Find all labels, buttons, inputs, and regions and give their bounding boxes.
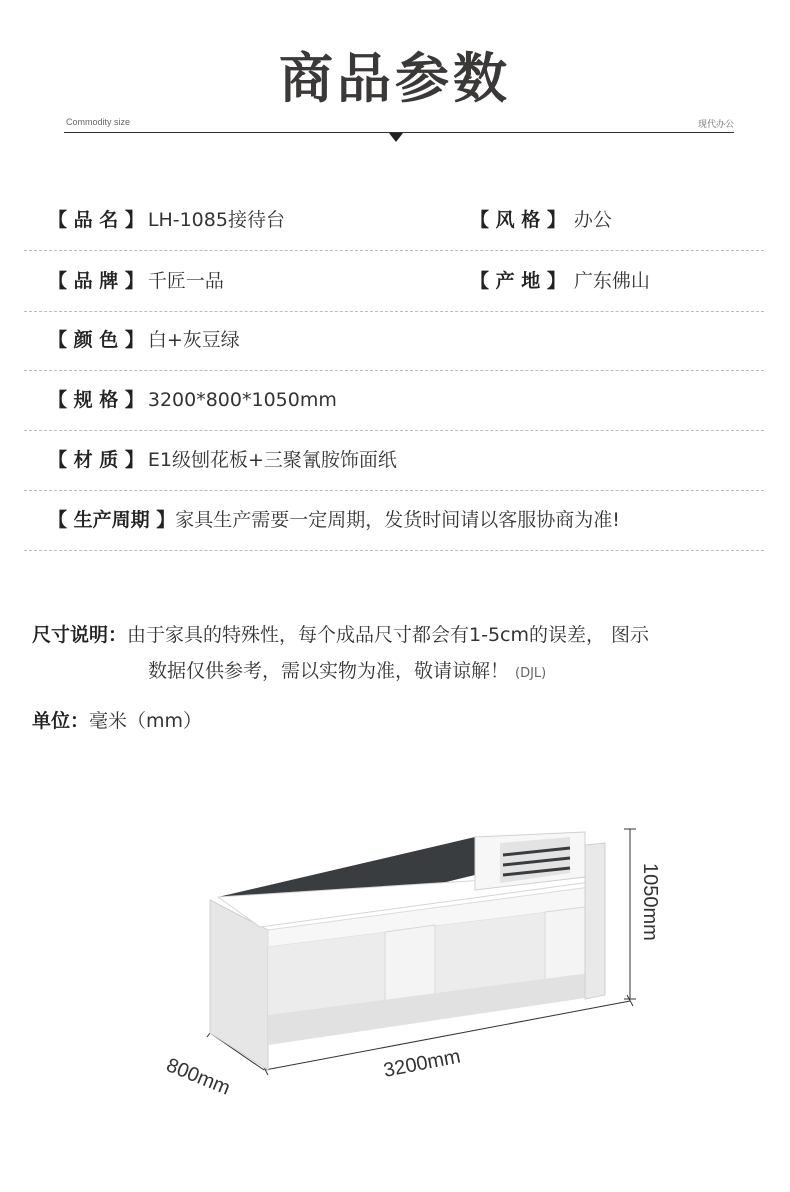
spec-row-brand-origin — [24, 251, 764, 312]
brand-label: 【 品 牌 】 — [48, 270, 144, 292]
size-value: 3200*800*1050mm — [147, 389, 337, 411]
page-title: 商品参数 — [279, 47, 511, 110]
size-note-code: (DJL) — [515, 666, 547, 681]
origin-value: 广东佛山 — [573, 270, 650, 292]
depth-dimension-label: 800mm — [163, 1054, 234, 1100]
spec-row-size — [24, 370, 764, 431]
size-note-continued — [148, 656, 546, 683]
color-value: 白+灰豆绿 — [147, 329, 240, 351]
spec-row-color — [24, 310, 764, 371]
desk-body — [210, 832, 605, 1070]
reception-desk-diagram — [160, 815, 680, 1115]
material-label: 【 材 质 】 — [48, 449, 144, 471]
size-note-line1: 由于家具的特殊性，每个成品尺寸都会有1-5cm的误差， 图示 — [127, 624, 650, 646]
size-label: 【 规 格 】 — [48, 389, 144, 411]
origin-label: 【 产 地 】 — [470, 270, 566, 292]
spec-row-cycle — [24, 490, 764, 551]
cycle-label: 【 生产周期 】 — [48, 509, 176, 531]
spec-row-material — [24, 430, 764, 491]
spec-row-name-style — [24, 190, 764, 251]
brand-value: 千匠一品 — [147, 270, 224, 292]
unit-value: 毫米（mm） — [89, 710, 203, 732]
divider-arrow-icon — [389, 133, 403, 142]
subtitle-right: 现代办公 — [697, 119, 734, 129]
size-note-line2: 数据仅供参考，需以实物为准，敬请谅解！ — [148, 660, 510, 682]
size-note — [32, 620, 649, 647]
size-note-label: 尺寸说明： — [32, 624, 128, 646]
name-value: LH-1085接待台 — [147, 209, 285, 231]
width-dimension-label: 3200mm — [381, 1045, 463, 1082]
style-label: 【 风 格 】 — [470, 209, 566, 231]
unit-note — [32, 706, 202, 733]
name-label: 【 品 名 】 — [48, 209, 144, 231]
color-label: 【 颜 色 】 — [48, 329, 144, 351]
height-dimension-label: 1050mm — [639, 863, 661, 941]
unit-label: 单位： — [32, 710, 90, 732]
cycle-value: 家具生产需要一定周期，发货时间请以客服协商为准! — [175, 509, 620, 531]
subtitle-left: Commodity size — [66, 117, 131, 127]
material-value: E1级刨花板+三聚氰胺饰面纸 — [147, 449, 397, 471]
style-value: 办公 — [573, 209, 612, 231]
